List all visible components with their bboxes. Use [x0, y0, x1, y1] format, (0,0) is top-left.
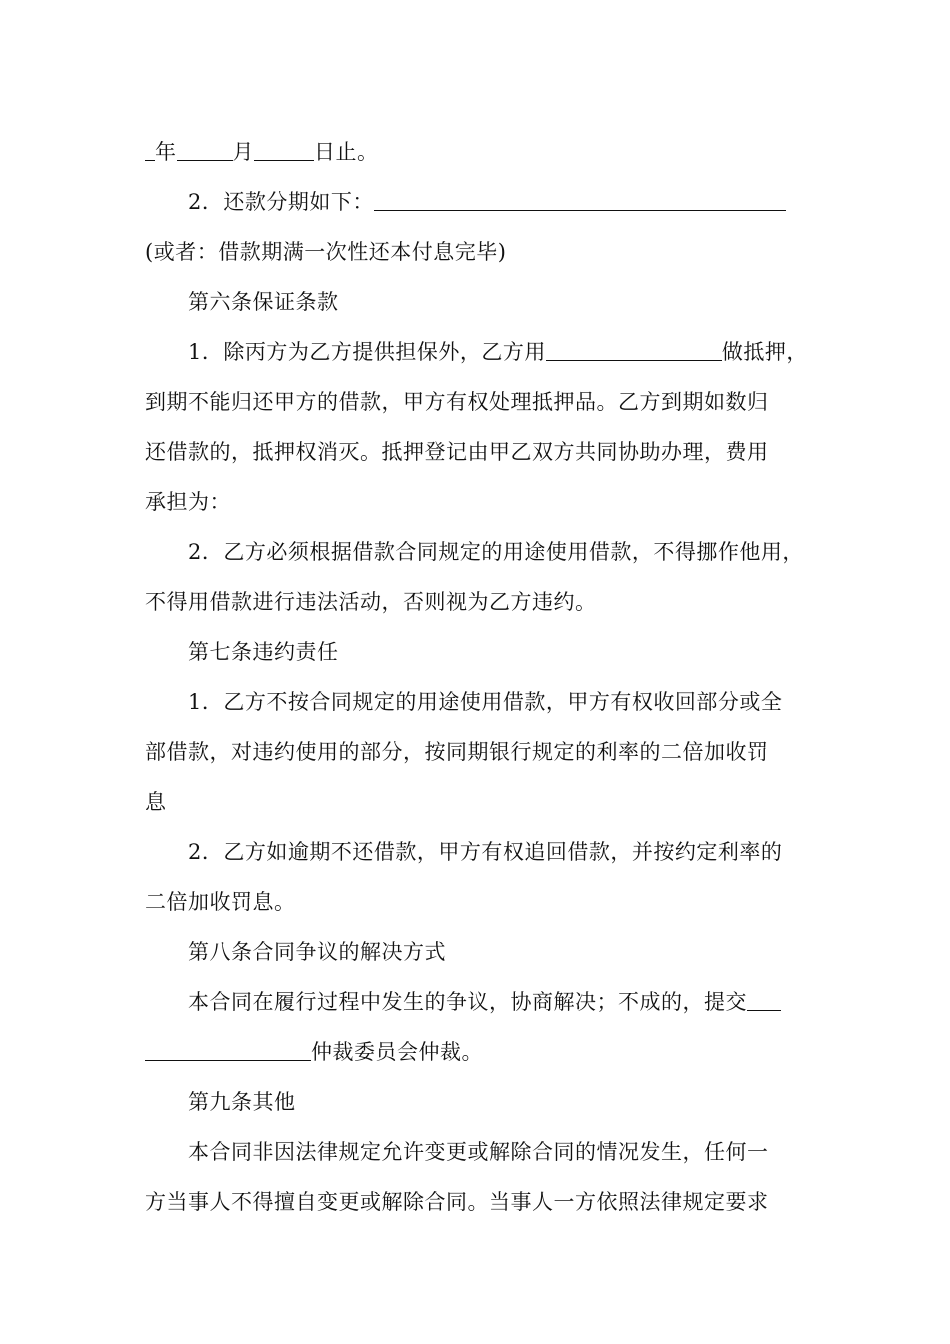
clause-9-line-2: 方当事人不得擅自变更或解除合同。当事人一方依照法律规定要求 [145, 1190, 769, 1214]
clause-6-1-line-1: 1．除丙方为乙方提供担保外，乙方用 做抵押， [188, 340, 808, 364]
clause-6-1-line-4: 承担为： [145, 490, 231, 514]
clause-6-2-line-1: 2．乙方必须根据借款合同规定的用途使用借款，不得挪作他用， [188, 540, 804, 564]
clause-9-line-1: 本合同非因法律规定允许变更或解除合同的情况发生，任何一 [188, 1140, 769, 1164]
clause-repayment-installments: 2．还款分期如下： [188, 188, 858, 216]
clause-7-2-line-1: 2．乙方如逾期不还借款，甲方有权追回借款，并按约定利率的 [188, 840, 783, 864]
clause-7-1-line-1: 1．乙方不按合同规定的用途使用借款，甲方有权收回部分或全 [188, 690, 783, 714]
clause-6-2-line-2: 不得用借款进行违法活动，否则视为乙方违约。 [145, 590, 597, 614]
blank-arbitration-part-2[interactable] [145, 1038, 311, 1061]
blank-collateral[interactable] [546, 338, 722, 361]
term-end-date-line: 年 月 日止。 [145, 138, 815, 166]
blank-installments[interactable] [374, 188, 786, 211]
clause-8-line-2: 仲裁委员会仲裁。 [145, 1038, 815, 1066]
blank-day[interactable] [254, 138, 314, 161]
clause-7-2-line-2: 二倍加收罚息。 [145, 890, 296, 914]
clause-lump-sum-alt: (或者：借款期满一次性还本付息完毕) [145, 240, 507, 264]
heading-article-9: 第九条其他 [188, 1090, 296, 1114]
clause-7-1-line-2: 部借款，对违约使用的部分，按同期银行规定的利率的二倍加收罚 [145, 740, 769, 764]
blank-month[interactable] [177, 138, 233, 161]
heading-article-7: 第七条违约责任 [188, 640, 339, 664]
blank-arbitration-part-1[interactable] [747, 988, 781, 1011]
clause-6-1-line-2: 到期不能归还甲方的借款，甲方有权处理抵押品。乙方到期如数归 [145, 390, 769, 414]
clause-7-1-line-3: 息 [145, 790, 167, 814]
clause-8-line-1: 本合同在履行过程中发生的争议，协商解决；不成的，提交 [188, 988, 858, 1016]
blank-year[interactable] [145, 138, 155, 161]
heading-article-6: 第六条保证条款 [188, 290, 339, 314]
clause-6-1-line-3: 还借款的，抵押权消灭。抵押登记由甲乙双方共同协助办理，费用 [145, 440, 769, 464]
heading-article-8: 第八条合同争议的解决方式 [188, 940, 446, 964]
